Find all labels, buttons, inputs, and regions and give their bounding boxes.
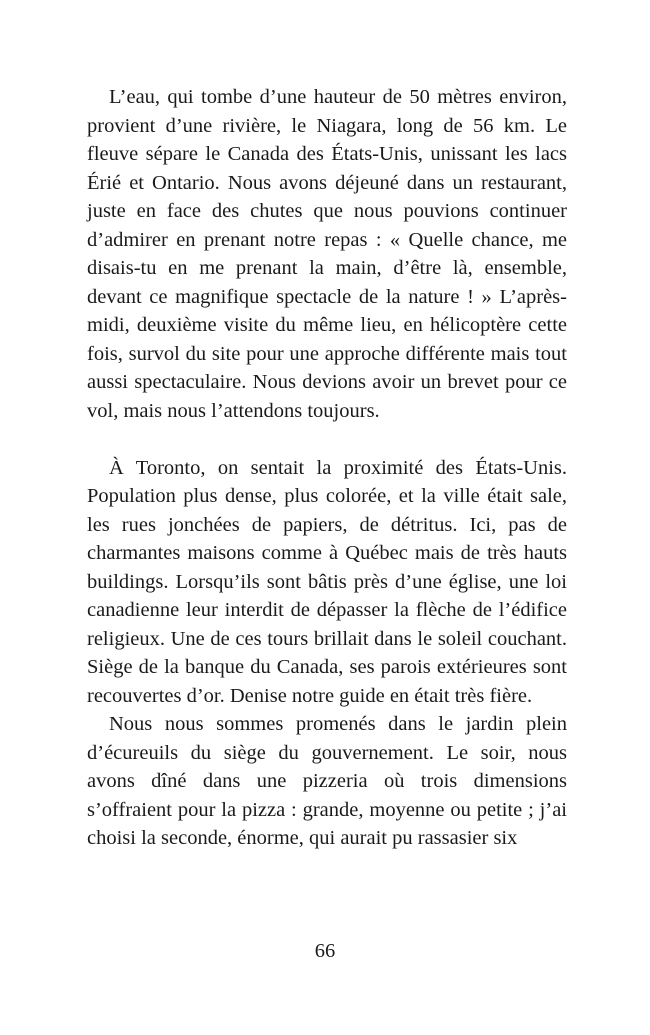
paragraph-jardin: Nous nous sommes promenés dans le jardin plein d’écureuils du siège du gouvernement. Le soir, nous avons dîné dans une pizzeria où trois dimensions s’offraient pour la pizza : grande, moyenne ou petite ; j’ai choisi la seconde, énorme, qui aurait pu rassasier six — [87, 713, 567, 849]
paragraph-niagara: L’eau, qui tombe d’une hauteur de 50 mètres environ, provient d’une rivière, le Niagara, long de 56 km. Le fleuve sépare le Canada des États-Unis, unissant les lacs Érié et Ontario. Nous avons déjeuné dans un restaurant, juste en face des chutes que nous pouvions continuer d’admirer en prenant notre repas : « Quelle chance, me disais-tu en me prenant la main, d’être là, ensemble, devant ce magnifique spectacle de la nature ! » L’après-midi, deuxième visite du même lieu, en hélicoptère cette fois, survol du site pour une approche différente mais tout aussi spectaculaire. Nous devions avoir un brevet pour ce vol, mais nous l’attendons toujours. — [87, 86, 567, 422]
page-number: 66 — [314, 940, 336, 962]
paragraph-toronto: À Toronto, on sentait la proximité des États-Unis. Population plus dense, plus colorée, et la ville était sale, les rues jonchées de papiers, de détritus. Ici, pas de charmantes maisons comme à Québec mais de très hauts buildings. Lorsqu’ils sont bâtis près d’une église, une loi canadienne leur interdit de dépasser la flèche de l’édifice religieux. Une de ces tours brillait dans le soleil couchant. Siège de la banque du Canada, ses parois extérieures sont recouvertes d’or. Denise notre guide en était très fière. — [87, 456, 567, 707]
page-body — [87, 83, 567, 853]
